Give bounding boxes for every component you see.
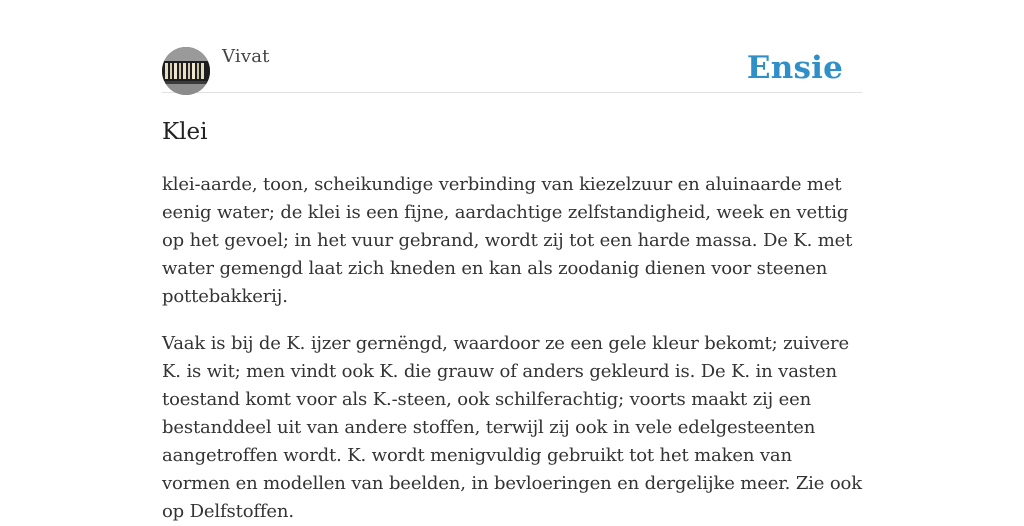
entry-title: Klei — [162, 119, 208, 145]
entry-card — [162, 0, 862, 526]
source-name-link[interactable]: Vivat — [222, 46, 270, 67]
entry-paragraph: klei-aarde, toon, scheikundige verbinding van kiezelzuur en aluinaarde met eenig water; de klei is een fijne, aardachtige zelfstandigheid, week en vettig op het gevoel; in het vuur gebrand, wordt zij tot een harde massa. De K. met water gemengd laat zich kneden en kan als zoodanig dienen voor steenen pottebakkerij. — [162, 174, 853, 307]
brand-logo[interactable]: Ensie — [746, 50, 843, 86]
bookshelf-icon[interactable] — [162, 47, 210, 95]
entry-paragraph: Vaak is bij de K. ijzer gernëngd, waardoor ze een gele kleur bekomt; zuivere K. is wit; men vindt ook K. die grauw of anders gekleurd is. De K. in vasten toestand komt voor als K.-steen, ook schilferachtig; voorts maakt zij een bestanddeel uit van andere stoffen, terwijl zij ook in vele edelgesteenten aangetroffen wordt. K. wordt menigvuldig gebruikt tot het maken van vormen en modellen van beelden, in bevloeringen en dergelijke meer. Zie ook op Delfstoffen. — [162, 333, 862, 522]
entry-header — [162, 0, 862, 93]
